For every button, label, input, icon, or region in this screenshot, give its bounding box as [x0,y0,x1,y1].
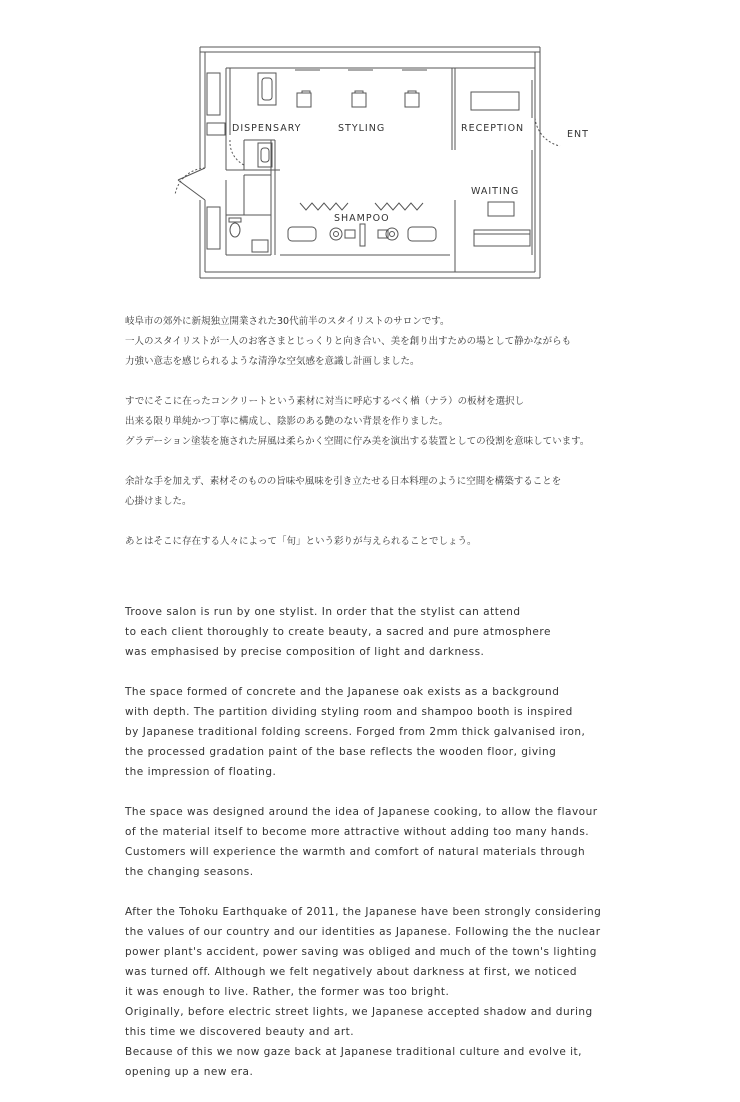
label-waiting: WAITING [471,186,520,197]
text-line: グラデーション塗装を施された屏風は柔らかく空間に佇み美を演出する装置としての役割を意味しています。 [125,436,590,447]
text-line: 心掛けました。 [125,496,192,507]
text-line: the impression of floating. [125,766,277,778]
text-line: Customers will experience the warmth and comfort of natural materials through [125,846,586,858]
en-paragraph [125,902,725,1082]
text-line: 出来る限り単純かつ丁寧に構成し、陰影のある艶のない背景を作りました。 [125,416,449,427]
jp-paragraph [125,392,725,452]
label-reception: RECEPTION [461,123,525,134]
jp-paragraph [125,472,725,512]
jp-paragraph [125,312,725,372]
description-text [125,312,725,1102]
en-paragraph [125,602,725,662]
en-paragraph [125,682,725,782]
text-line: After the Tohoku Earthquake of 2011, the Japanese have been strongly considering [125,906,602,918]
text-line: to each client thoroughly to create beauty, a sacred and pure atmosphere [125,626,551,638]
text-line: 余計な手を加えず、素材そのものの旨味や風味を引き立たせる日本料理のように空間を構築することを [125,476,562,487]
text-line: was emphasised by precise composition of light and darkness. [125,646,485,658]
text-line: Troove salon is run by one stylist. In order that the stylist can attend [125,606,521,618]
text-line: was turned off. Although we felt negatively about darkness at first, we noticed [125,966,577,978]
text-line: by Japanese traditional folding screens. Forged from 2mm thick galvanised iron, [125,726,586,738]
text-line: The space was designed around the idea of Japanese cooking, to allow the flavour [125,806,598,818]
text-line: 一人のスタイリストが一人のお客さまとじっくりと向き合い、美を創り出すための場として静かながらも [125,336,572,347]
text-line: the changing seasons. [125,866,254,878]
label-ent: ENT [567,129,589,140]
text-line: 力強い意志を感じられるような清浄な空気感を意識し計画しました。 [125,356,420,367]
text-line: The space formed of concrete and the Japanese oak exists as a background [125,686,560,698]
text-line: Originally, before electric street lights, we Japanese accepted shadow and during [125,1006,593,1018]
label-shampoo: SHAMPOO [334,213,390,224]
text-line: the values of our country and our identities as Japanese. Following the the nuclear [125,926,601,938]
text-line: あとはそこに存在する人々によって「旬」という彩りが与えられることでしょう。 [125,536,477,547]
floor-plan [0,0,740,290]
text-line: power plant's accident, power saving was obliged and much of the town's lighting [125,946,597,958]
text-line: it was enough to live. Rather, the former was too bright. [125,986,450,998]
english-description [125,602,725,1082]
label-styling: STYLING [338,123,386,134]
japanese-description [125,312,725,552]
text-line: this time we discovered beauty and art. [125,1026,355,1038]
en-paragraph [125,802,725,882]
label-dispensary: DISPENSARY [232,123,302,134]
text-line: Because of this we now gaze back at Japanese traditional culture and evolve it, [125,1046,582,1058]
jp-paragraph [125,532,725,552]
text-line: with depth. The partition dividing styling room and shampoo booth is inspired [125,706,573,718]
text-line: opening up a new era. [125,1066,254,1078]
text-line: the processed gradation paint of the base reflects the wooden floor, giving [125,746,557,758]
text-line: of the material itself to become more attractive without adding too many hands. [125,826,590,838]
text-line: すでにそこに在ったコンクリートという素材に対当に呼応するべく楢（ナラ）の板材を選択し [125,396,525,407]
text-line: 岐阜市の郊外に新規独立開業された30代前半のスタイリストのサロンです。 [125,316,450,327]
